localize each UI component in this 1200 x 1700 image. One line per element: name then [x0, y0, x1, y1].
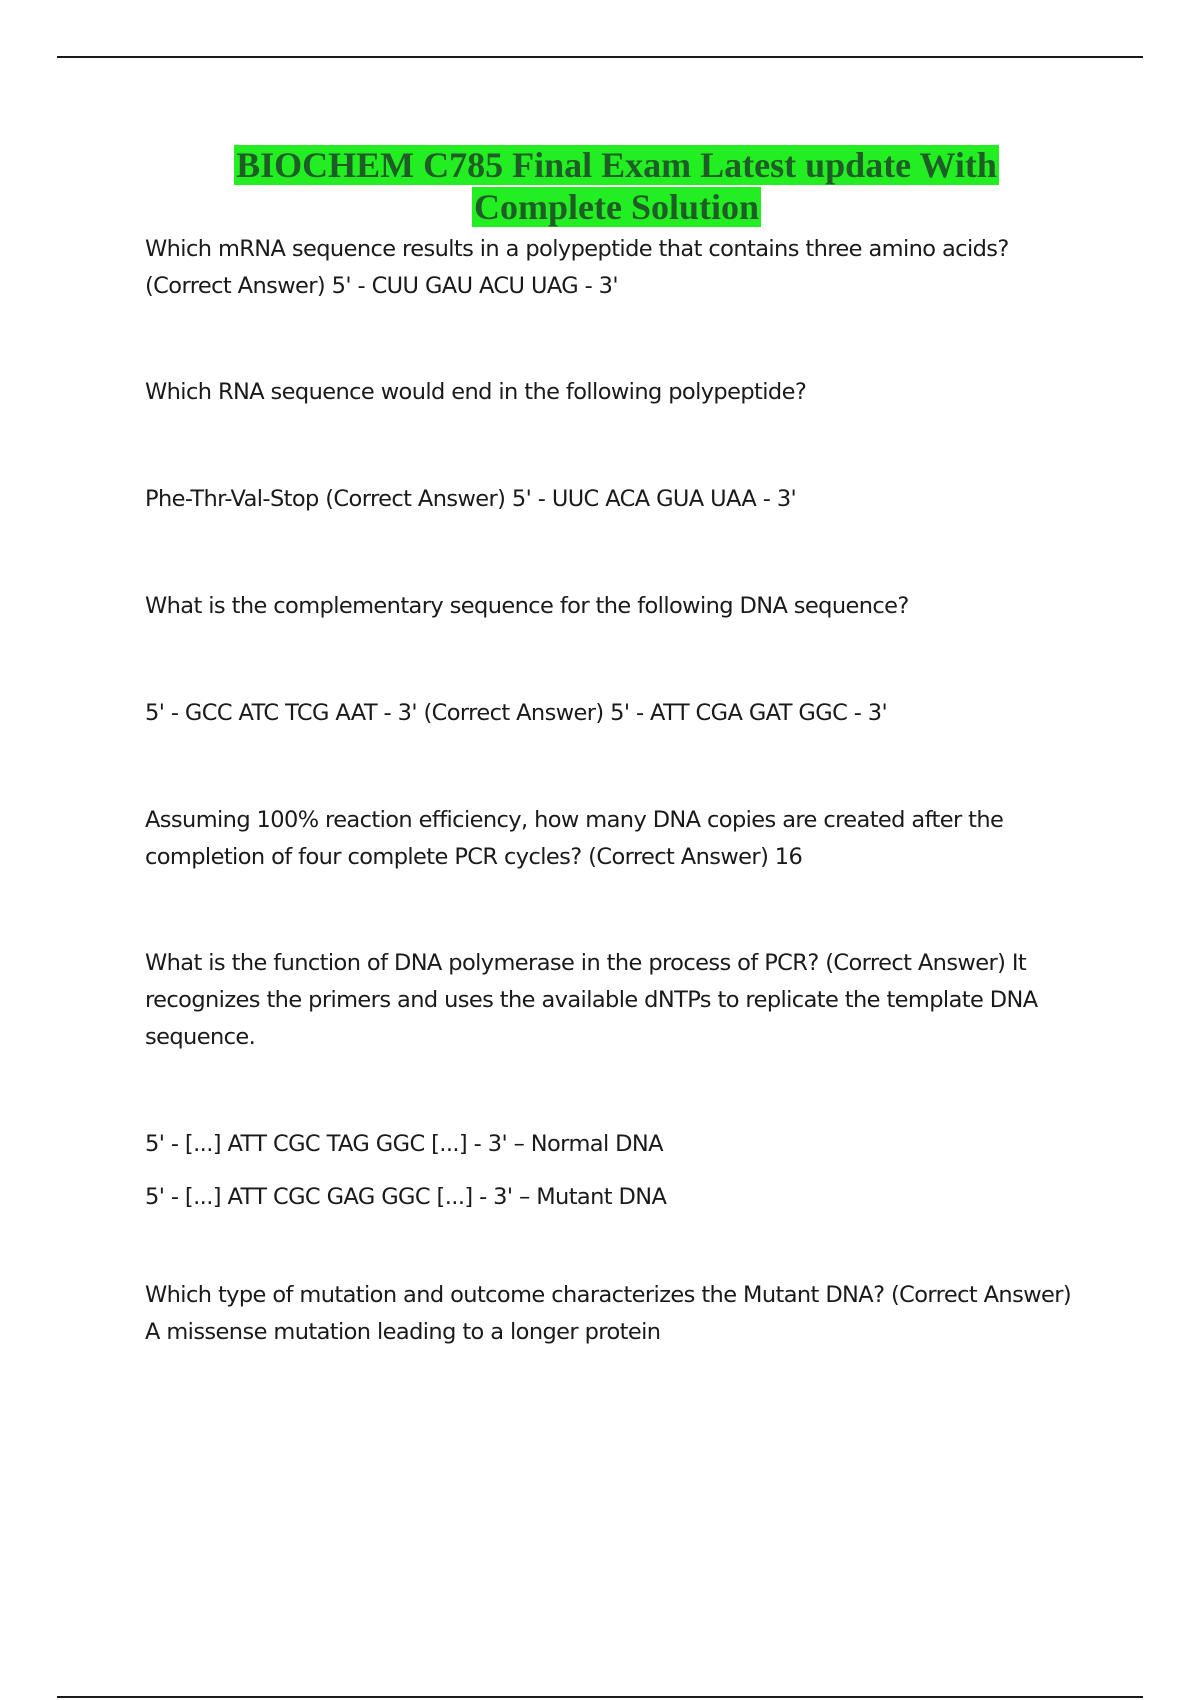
answer-2-text: Phe-Thr-Val-Stop (Correct Answer) 5' - UUC ACA GUA UAA - 3' [145, 486, 797, 512]
question-2 [145, 374, 1085, 411]
normal-dna [145, 1126, 1085, 1163]
answer-3 [145, 695, 1085, 732]
mutant-dna [145, 1179, 1085, 1216]
question-1 [145, 231, 1085, 305]
question-3 [145, 588, 1085, 625]
question-6 [145, 1277, 1085, 1351]
question-5-text: What is the function of DNA polymerase in the process of PCR? (Correct Answer) It recognizes the primers and uses the available dNTPs to replicate the template DNA sequence. [145, 950, 1038, 1050]
normal-dna-text: 5' - [...] ATT CGC TAG GGC [...] - 3' – Normal DNA [145, 1131, 663, 1157]
bottom-rule [57, 1696, 1143, 1698]
title-line-1: BIOCHEM C785 Final Exam Latest update With [236, 145, 997, 185]
question-1-text: Which mRNA sequence results in a polypeptide that contains three amino acids? (Correct Answer) 5' - CUU GAU ACU UAG - 3' [145, 236, 1009, 299]
mutant-dna-text: 5' - [...] ATT CGC GAG GGC [...] - 3' – Mutant DNA [145, 1184, 667, 1210]
question-5 [145, 945, 1085, 1056]
title-line-2: Complete Solution [473, 187, 759, 227]
answer-3-text: 5' - GCC ATC TCG AAT - 3' (Correct Answer) 5' - ATT CGA GAT GGC - 3' [145, 700, 888, 726]
question-2-text: Which RNA sequence would end in the following polypeptide? [145, 379, 807, 405]
top-rule [57, 56, 1143, 58]
answer-2 [145, 481, 1085, 518]
question-3-text: What is the complementary sequence for the following DNA sequence? [145, 593, 909, 619]
question-6-text: Which type of mutation and outcome characterizes the Mutant DNA? (Correct Answer) A missense mutation leading to a longer protein [145, 1282, 1072, 1345]
question-4 [145, 802, 1085, 876]
document-title [145, 144, 1088, 228]
question-4-text: Assuming 100% reaction efficiency, how many DNA copies are created after the completion of four complete PCR cycles? (Correct Answer) 16 [145, 807, 1004, 870]
